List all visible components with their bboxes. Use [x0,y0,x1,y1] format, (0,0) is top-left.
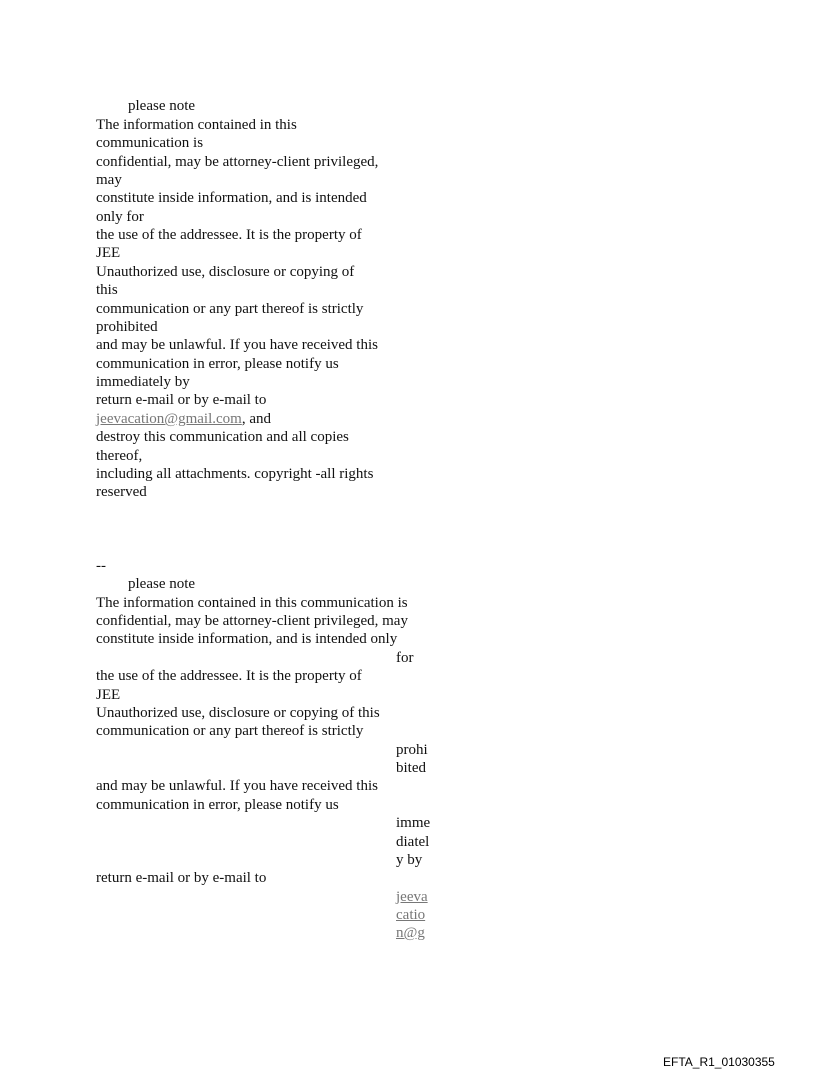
notice-line: The information contained in this communication is [96,595,408,611]
notice-line: and may be unlawful. If you have received this [96,778,378,794]
notice-line: confidential, may be attorney-client privileged, may [96,613,408,629]
email-link-fragment[interactable]: jeeva [396,889,428,905]
notice-line: Unauthorized use, disclosure or copying of [96,264,355,280]
email-link[interactable]: jeevacation@gmail.com [96,411,242,427]
notice-heading-2: please note [128,576,196,592]
notice-line: communication or any part thereof is strictly [96,723,364,739]
notice-line: The information contained in this [96,117,297,133]
notice-line: communication or any part thereof is strictly [96,301,364,317]
notice-line: constitute inside information, and is intended only [96,631,398,647]
email-line [96,410,271,428]
notice-line: constitute inside information, and is intended [96,190,367,206]
wrapped-fragment: prohi [396,742,428,758]
notice-line: prohibited [96,319,158,335]
notice-line: destroy this communication and all copies [96,429,349,445]
notice-line: communication in error, please notify us [96,797,339,813]
notice-line: Unauthorized use, disclosure or copying of this [96,705,380,721]
wrapped-fragment: diatel [396,834,430,850]
email-link-fragment[interactable]: catio [396,907,426,923]
notice-line: return e-mail or by e-mail to [96,392,267,408]
notice-line: JEE [96,687,121,703]
wrapped-fragment: for [396,650,414,666]
notice-line: thereof, [96,448,143,464]
notice-line: may [96,172,122,188]
notice-line: immediately by [96,374,190,390]
notice-heading-1: please note [128,98,196,114]
email-link-fragment[interactable]: n@g [396,925,425,941]
signature-separator: -- [96,558,106,574]
notice-line: the use of the addressee. It is the property of [96,227,362,243]
notice-line: JEE [96,245,121,261]
notice-line: and may be unlawful. If you have received this [96,337,378,353]
notice-line: the use of the addressee. It is the property of [96,668,362,684]
wrapped-fragment: bited [396,760,426,776]
notice-line: only for [96,209,144,225]
wrapped-fragment: y by [396,852,423,868]
notice-line: communication in error, please notify us [96,356,339,372]
notice-line: return e-mail or by e-mail to [96,870,267,886]
wrapped-fragment: imme [396,815,431,831]
notice-line: confidential, may be attorney-client privileged, [96,154,379,170]
document-id-footer: EFTA_R1_01030355 [663,1055,775,1069]
email-suffix: , and [241,411,272,427]
notice-line: reserved [96,484,147,500]
notice-line: including all attachments. copyright -all rights [96,466,374,482]
notice-line: communication is [96,135,204,151]
notice-line: this [96,282,118,298]
